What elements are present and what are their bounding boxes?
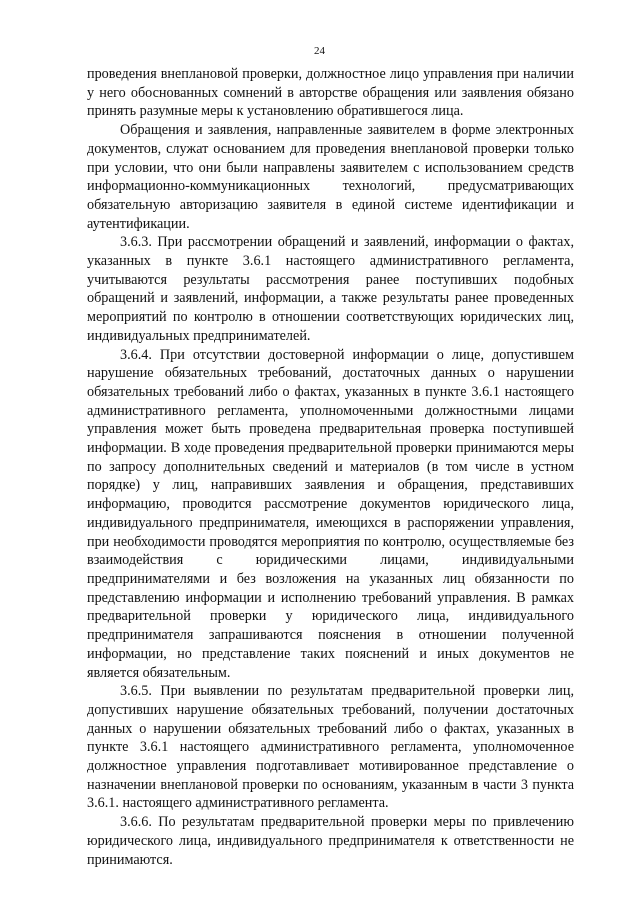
paragraph-3-6-6: 3.6.6. По результатам предварительной проверки меры по привлечению юридического лица, индивидуального предпринимателя к ответственности не принимаются. (87, 814, 574, 868)
paragraph-continuation: проведения внеплановой проверки, должностное лицо управления при наличии у него обоснованных сомнений в авторстве обращения или заявления обязано принять разумные меры к установлению обратившегося лица. (87, 66, 574, 120)
document-body (87, 65, 574, 869)
paragraph-3-6-4: 3.6.4. При отсутствии достоверной информации о лице, допустившем нарушение обязательных требований, достаточных данных о нарушении обязательных требований либо о фактах, указанных в пункте 3.6.1 настоящего административного регламента, уполномоченными должностными лицами управления может быть проведена предварительная проверка поступившей информации. В ходе проведения предварительной проверки принимаются меры по запросу дополнительных сведений и материалов (в том числе в устном порядке) у лиц, направивших заявления и обращения, представивших информацию, проводится рассмотрение документов юридического лица, индивидуального предпринимателя, имеющихся в распоряжении управления, при необходимости проводятся мероприятия по контролю, осуществляемые без взаимодействия с юридическими лицами, индивидуальными предпринимателями и без возложения на указанных лиц обязанности по представлению информации и исполнению требований управления. В рамках предварительной проверки у юридического лица, индивидуального предпринимателя запрашиваются пояснения в отношении полученной информации, но представление таких пояснений и иных документов не является обязательным. (87, 346, 574, 681)
page-number: 24 (314, 45, 325, 57)
paragraph-3-6-3: 3.6.3. При рассмотрении обращений и заявлений, информации о фактах, указанных в пункте 3.6.1 настоящего административного регламента, учитываются результаты рассмотрения ранее поступивших подобных обращений и заявлений, информации, а также результаты ранее проведенных мероприятий по контролю в отношении соответствующих юридических лиц, индивидуальных предпринимателей. (87, 234, 574, 344)
paragraph-3-6-5: 3.6.5. При выявлении по результатам предварительной проверки лиц, допустивших нарушение обязательных требований, получении достаточных данных о нарушении обязательных требований либо о фактах, указанных в пункте 3.6.1 настоящего административного регламента, уполномоченное должностное управления подготавливает мотивированное представление о назначении внеплановой проверки по основаниям, указанным в части 3 пункта 3.6.1. настоящего административного регламента. (87, 683, 574, 812)
paragraph-electronic-appeals: Обращения и заявления, направленные заявителем в форме электронных документов, служат основанием для проведения внеплановой проверки только при условии, что они были направлены заявителем с использованием средств информационно-коммуникационных технологий, предусматривающих обязательную авторизацию заявителя в единой системе идентификации и аутентификации. (87, 122, 574, 232)
